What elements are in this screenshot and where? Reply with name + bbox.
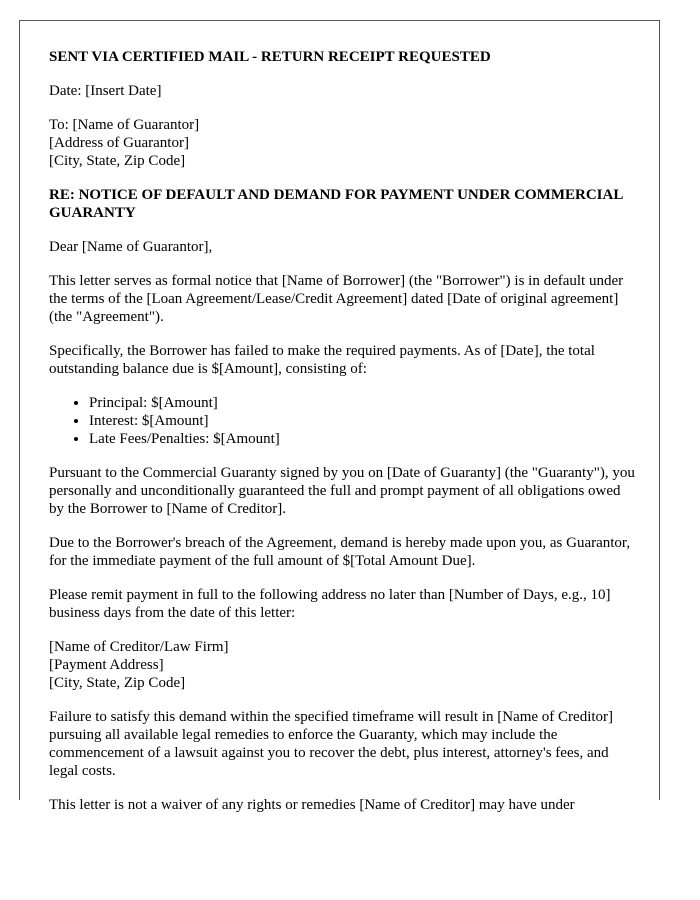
reservation-paragraph: This letter is not a waiver of any rights or remedies [Name of Creditor] may have under xyxy=(49,797,575,813)
payment-address-block xyxy=(49,638,635,692)
remit-paragraph: Please remit payment in full to the following address no later than [Number of Days, e.g., 10] business days from the date of this letter: xyxy=(49,587,611,621)
delivery-header: SENT VIA CERTIFIED MAIL - RETURN RECEIPT REQUESTED xyxy=(49,49,491,65)
recipient-address: [Address of Guarantor] xyxy=(49,135,189,151)
subject-line: RE: NOTICE OF DEFAULT AND DEMAND FOR PAYMENT UNDER COMMERCIAL GUARANTY xyxy=(49,187,623,221)
recipient-block xyxy=(49,116,635,170)
payment-address: [Payment Address] xyxy=(49,657,164,673)
consequences-paragraph: Failure to satisfy this demand within the specified timeframe will result in [Name of Creditor] pursuing all available legal remedies to enforce the Guaranty, which may include the commencement of a lawsuit against you to recover the debt, plus interest, attorney's fees, and legal costs. xyxy=(49,709,614,779)
demand-paragraph: Due to the Borrower's breach of the Agreement, demand is hereby made upon you, as Guarantor, for the immediate payment of the full amount of $[Total Amount Due]. xyxy=(49,535,631,569)
letter-content xyxy=(49,48,635,830)
default-notice-paragraph: This letter serves as formal notice that [Name of Borrower] (the "Borrower") is in default under the terms of the [Loan Agreement/Lease/Credit Agreement] dated [Date of original agreement] (the "Agreement"). xyxy=(49,273,624,325)
recipient-name: To: [Name of Guarantor] xyxy=(49,117,200,133)
balance-items-list xyxy=(49,394,635,448)
date-line: Date: [Insert Date] xyxy=(49,83,162,99)
letter-page xyxy=(19,20,660,813)
balance-item-interest: • Interest: $[Amount] xyxy=(89,412,635,430)
payment-city-state-zip: [City, State, Zip Code] xyxy=(49,675,186,691)
balance-item-principal: • Principal: $[Amount] xyxy=(89,394,635,412)
payment-payee: [Name of Creditor/Law Firm] xyxy=(49,639,229,655)
balance-paragraph: Specifically, the Borrower has failed to make the required payments. As of [Date], the total outstanding balance due is $[Amount], consisting of: xyxy=(49,343,595,377)
guaranty-paragraph: Pursuant to the Commercial Guaranty signed by you on [Date of Guaranty] (the "Guaranty"), you personally and unconditionally guaranteed the full and prompt payment of all obligations owed by the Borrower to [Name of Creditor]. xyxy=(49,465,635,517)
balance-item-late-fees: • Late Fees/Penalties: $[Amount] xyxy=(89,430,635,448)
salutation: Dear [Name of Guarantor], xyxy=(49,239,213,255)
recipient-city-state-zip: [City, State, Zip Code] xyxy=(49,153,186,169)
